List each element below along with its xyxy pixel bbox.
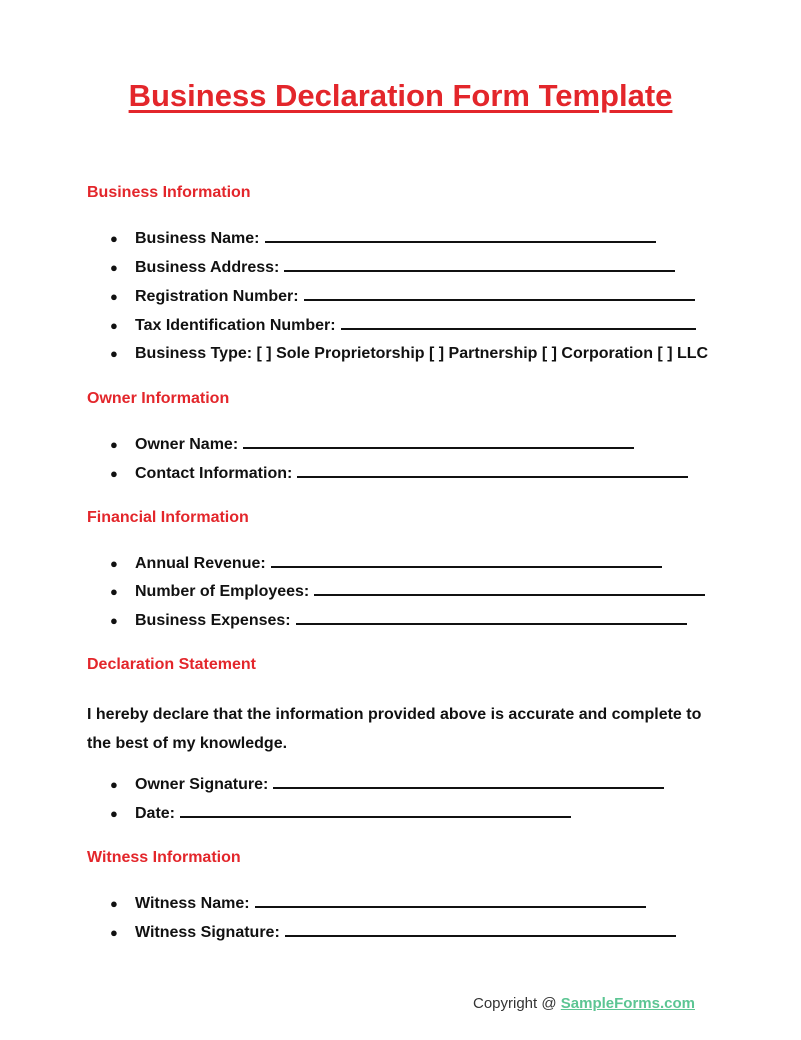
field-blank[interactable] [297, 464, 688, 478]
field-label: Registration Number: [135, 288, 299, 305]
field-blank[interactable] [255, 894, 646, 908]
field-label: Tax Identification Number: [135, 317, 336, 334]
field-label: Business Name: [135, 230, 260, 247]
field-owner-name: ● Owner Name: [110, 435, 634, 454]
field-label: Business Type: [ ] Sole Proprietorship [ ] Partnership [ ] Corporation [ ] LLC [135, 345, 709, 362]
field-blank[interactable] [285, 923, 676, 937]
field-blank[interactable] [180, 804, 571, 818]
section-heading-owner: Owner Information [87, 390, 230, 407]
brand-link[interactable]: SampleForms.com [560, 995, 695, 1012]
field-registration-number: ● Registration Number: [110, 287, 695, 306]
section-heading-witness: Witness Information [87, 849, 241, 866]
section-heading-financial: Financial Information [87, 509, 249, 526]
field-number-of-employees: ● Number of Employees: [110, 582, 705, 601]
page-title: Business Declaration Form Template [128, 78, 673, 113]
footer [473, 995, 695, 1012]
field-blank[interactable] [296, 611, 687, 625]
section-heading-declaration: Declaration Statement [87, 656, 256, 673]
field-business-expenses: ● Business Expenses: [110, 611, 687, 630]
field-label: Business Expenses: [135, 612, 291, 629]
field-business-address: ● Business Address: [110, 258, 675, 277]
field-business-name: ● Business Name: [110, 229, 656, 248]
declaration-statement: I hereby declare that the information provided above is accurate and complete to the best of my knowledge. [87, 706, 702, 752]
field-blank[interactable] [284, 258, 675, 272]
field-annual-revenue: ● Annual Revenue: [110, 554, 662, 573]
field-tax-id: ● Tax Identification Number: [110, 316, 696, 335]
field-blank[interactable] [273, 775, 664, 789]
field-label: Business Address: [135, 259, 280, 276]
field-label: Owner Name: [135, 436, 239, 453]
copyright-text: Copyright @ [473, 995, 561, 1012]
field-label: Annual Revenue: [135, 555, 266, 572]
field-label: Owner Signature: [135, 776, 269, 793]
field-witness-signature: ● Witness Signature: [110, 923, 676, 942]
field-label: Witness Name: [135, 895, 250, 912]
field-owner-signature: ● Owner Signature: [110, 775, 664, 794]
field-contact-information: ● Contact Information: [110, 464, 688, 483]
field-business-type: ● Business Type: [ ] Sole Proprietorship [ ] Partnership [ ] Corporation [ ] LLC [110, 345, 709, 362]
field-blank[interactable] [265, 229, 656, 243]
field-label: Number of Employees: [135, 583, 310, 600]
section-heading-business: Business Information [87, 184, 251, 201]
field-label: Date: [135, 805, 176, 822]
field-blank[interactable] [243, 435, 634, 449]
field-label: Witness Signature: [135, 924, 280, 941]
field-blank[interactable] [271, 554, 662, 568]
field-witness-name: ● Witness Name: [110, 894, 646, 913]
field-blank[interactable] [304, 287, 695, 301]
field-label: Contact Information: [135, 465, 293, 482]
field-blank[interactable] [341, 316, 696, 330]
field-blank[interactable] [314, 582, 705, 596]
field-date: ● Date: [110, 804, 571, 823]
